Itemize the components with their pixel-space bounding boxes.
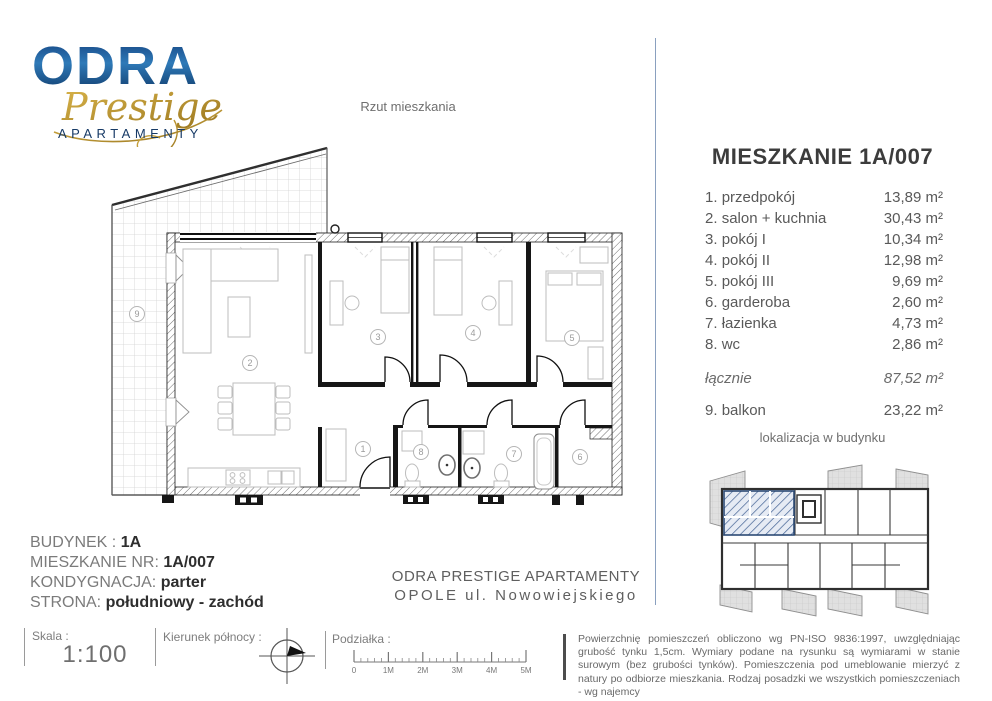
svg-text:0: 0: [351, 666, 357, 675]
room-label-7: [507, 447, 522, 462]
scale-value: 1:100: [62, 641, 128, 668]
ruler-label: Podziałka :: [332, 632, 391, 646]
balcony-row: 9. balkon 23,22 m²: [705, 402, 943, 419]
scale-label: Skala :: [32, 629, 69, 643]
building-locator: [700, 447, 945, 619]
logo-brand-text: ODRA: [32, 36, 199, 96]
wall-recess: [590, 428, 612, 439]
detail-row: MIESZKANIE NR: 1A/007: [30, 554, 215, 571]
detail-row: STRONA: południowy - zachód: [30, 594, 264, 611]
footer-separator: [325, 631, 326, 669]
balcony-area: [112, 148, 327, 495]
locator-title: lokalizacja w budynku: [759, 430, 886, 445]
room-label-6: [573, 450, 588, 465]
room-label-1: [356, 442, 371, 457]
room-row: 3. pokój I 10,34 m²: [705, 231, 943, 248]
room-label-5: [565, 331, 580, 346]
apartment-floorplan: [90, 135, 650, 525]
disclaimer-bar: [563, 634, 566, 680]
svg-text:4M: 4M: [486, 666, 498, 675]
svg-text:8: 8: [418, 447, 424, 457]
svg-text:1M: 1M: [382, 666, 394, 675]
plan-caption: Rzut mieszkania: [360, 99, 456, 114]
footer-separator: [155, 628, 156, 666]
window-room4: [477, 232, 512, 243]
svg-text:6: 6: [577, 452, 583, 462]
detail-row: BUDYNEK : 1A: [30, 534, 142, 551]
footer-separator: [24, 628, 25, 666]
room-row: 2. salon + kuchnia 30,43 m²: [705, 210, 943, 227]
svg-text:1: 1: [360, 444, 366, 454]
brand-logo: [24, 22, 254, 147]
svg-text:2: 2: [247, 358, 253, 368]
logo-sub-text: APARTAMENTY: [58, 126, 203, 141]
disclaimer-text: Powierzchnię pomieszczeń obliczono wg PN-ISO 9836:1997, uwzględniając grubość tynku 1,5cm. Wymiary podane na rysunku są wymiarami w stanie surowym (bez grubości tynków). Pomieszczenia pod umeblowanie mierzyć z natury po odbiorze mieszkania. Rodzaj posadzki we wszystkich pomieszczeniach - wg najemcy: [578, 633, 960, 698]
svg-text:9: 9: [134, 309, 140, 319]
room-list: [705, 187, 943, 421]
address-line1: ODRA PRESTIGE APARTAMENTY: [391, 568, 641, 585]
room-label-9: [130, 307, 145, 322]
room-row: 7. łazienka 4,73 m²: [705, 315, 943, 332]
locator-highlight: [724, 491, 794, 535]
svg-text:4: 4: [470, 328, 476, 338]
balcony-door-window: [180, 232, 316, 243]
room-label-3: [371, 330, 386, 345]
svg-text:5M: 5M: [520, 666, 532, 675]
unit-details: [30, 533, 264, 613]
room-row: 5. pokój III 9,69 m²: [705, 273, 943, 290]
window-room5: [548, 232, 585, 243]
facade-pilasters: [162, 495, 584, 505]
address-block: [385, 567, 647, 606]
room-label-2: [243, 356, 258, 371]
window-room3: [348, 232, 382, 243]
room-row: 4. pokój II 12,98 m²: [705, 252, 943, 269]
scale-ruler: [348, 646, 538, 680]
room-row: 8. wc 2,86 m²: [705, 336, 943, 353]
north-label: Kierunek północy :: [163, 630, 262, 644]
section-divider: [655, 38, 656, 605]
address-line2: OPOLE ul. Nowowiejskiego: [394, 587, 638, 604]
door-arcs: [385, 355, 585, 425]
svg-text:3: 3: [375, 332, 381, 342]
detail-row: KONDYGNACJA: parter: [30, 574, 207, 591]
svg-text:5: 5: [569, 333, 575, 343]
entrance-door: [360, 457, 390, 496]
room-label-8: [414, 445, 429, 460]
compass-icon: [255, 626, 319, 688]
room-row: 6. garderoba 2,60 m²: [705, 294, 943, 311]
total-row: łącznie 87,52 m²: [705, 370, 943, 387]
logo-script-text: Prestige: [62, 85, 222, 129]
svg-text:7: 7: [511, 449, 517, 459]
room-row: 1. przedpokój 13,89 m²: [705, 189, 943, 206]
unit-title: MIESZKANIE 1A/007: [711, 144, 934, 169]
svg-text:3M: 3M: [451, 666, 463, 675]
column-marker: [331, 225, 339, 233]
svg-text:2M: 2M: [417, 666, 429, 675]
room-label-4: [466, 326, 481, 341]
